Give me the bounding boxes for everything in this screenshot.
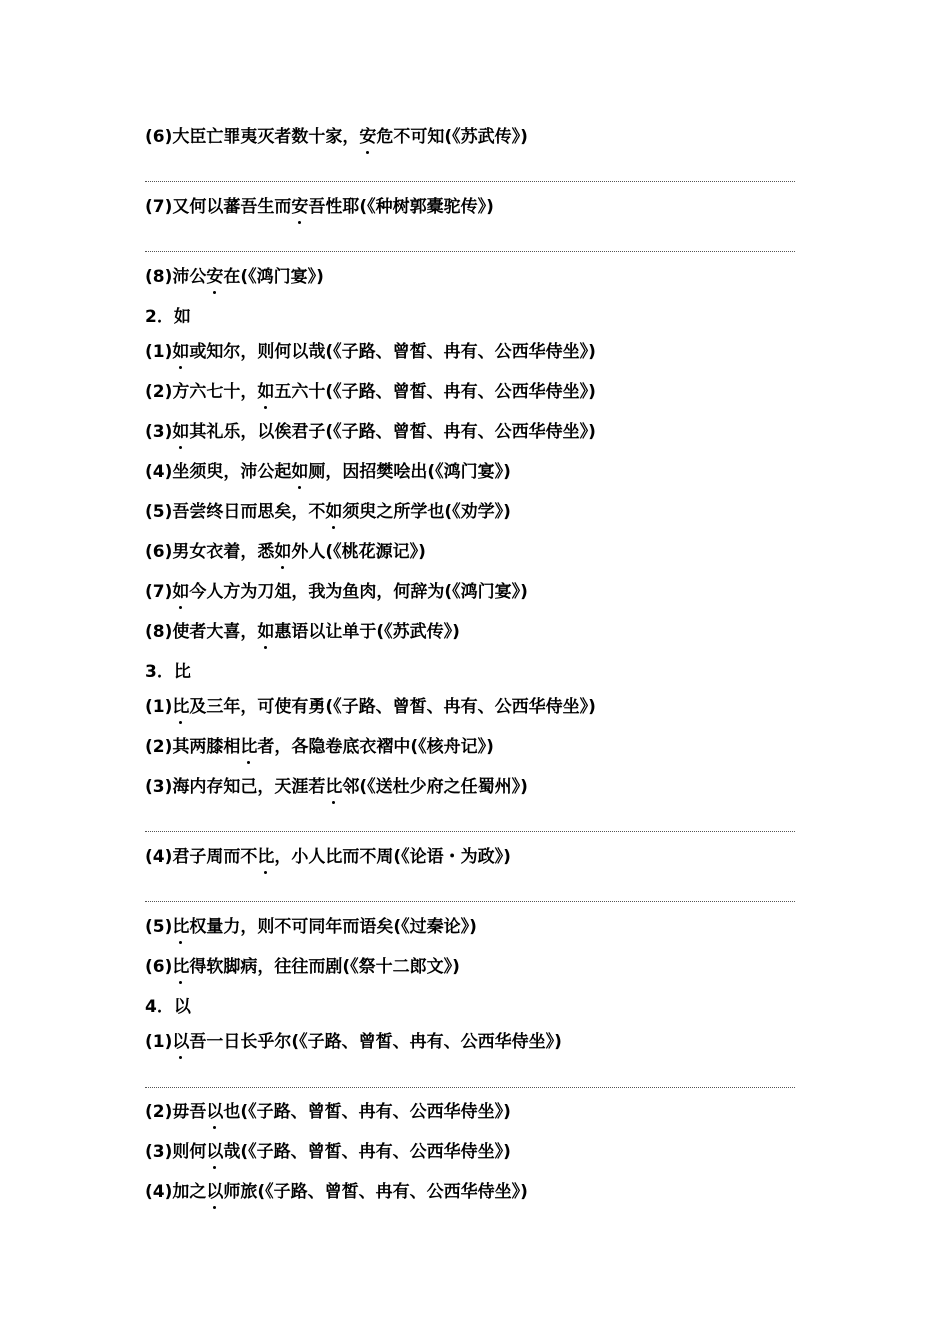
sentence-text: (4)君子周而不 xyxy=(145,847,258,867)
emphasized-character: 比 xyxy=(172,957,190,977)
sentence-an-7 xyxy=(145,196,805,218)
sentence-text: (3)则何 xyxy=(145,1142,207,1162)
emphasized-character: 以 xyxy=(206,1142,224,1162)
emphasized-character: 比 xyxy=(257,847,275,867)
sentence-text: 惠语以让单于(《苏武传》) xyxy=(274,622,460,642)
sentence-an-6 xyxy=(145,126,805,148)
sentence-ru-4 xyxy=(145,461,805,483)
sentence-text: 者，各隐卷底衣褶中(《核舟记》) xyxy=(257,737,494,757)
sentence-text: 厕，因招樊哙出(《鸿门宴》) xyxy=(308,462,511,482)
sentence-text: (6)男女衣着，悉 xyxy=(145,542,275,562)
sentence-text: (2)其两膝相 xyxy=(145,737,241,757)
answer-blank-line xyxy=(145,831,795,832)
emphasized-character: 如 xyxy=(172,422,190,442)
sentence-text: 邻(《送杜少府之任蜀州》) xyxy=(342,777,528,797)
answer-blank-line xyxy=(145,251,795,252)
sentence-yi-2 xyxy=(145,1101,805,1123)
emphasized-character: 如 xyxy=(274,542,292,562)
emphasized-character: 如 xyxy=(291,462,309,482)
sentence-text: (4)坐须臾，沛公起 xyxy=(145,462,292,482)
sentence-text: (3) xyxy=(145,422,173,442)
sentence-bi-3 xyxy=(145,776,805,798)
sentence-text: 或知尔，则何以哉(《子路、曾皙、冉有、公西华侍坐》) xyxy=(189,342,596,362)
sentence-ru-1 xyxy=(145,341,805,363)
emphasized-character: 以 xyxy=(206,1182,224,1202)
sentence-text: (5) xyxy=(145,917,173,937)
sentence-text: 哉(《子路、曾皙、冉有、公西华侍坐》) xyxy=(223,1142,511,1162)
section-heading-yi: 4．以 xyxy=(145,997,191,1017)
sentence-text: 在(《鸿门宴》) xyxy=(223,267,324,287)
sentence-bi-4 xyxy=(145,846,805,868)
sentence-text: 今人方为刀俎，我为鱼肉，何辞为(《鸿门宴》) xyxy=(189,582,528,602)
sentence-text: (4)加之 xyxy=(145,1182,207,1202)
emphasized-character: 如 xyxy=(257,622,275,642)
sentence-yi-4 xyxy=(145,1181,805,1203)
sentence-text: (5)吾尝终日而思矣，不 xyxy=(145,502,326,522)
sentence-ru-6 xyxy=(145,541,805,563)
sentence-text: (1) xyxy=(145,697,173,717)
sentence-bi-6 xyxy=(145,956,805,978)
sentence-text: (1) xyxy=(145,342,173,362)
emphasized-character: 如 xyxy=(257,382,275,402)
sentence-ru-5 xyxy=(145,501,805,523)
sentence-yi-3 xyxy=(145,1141,805,1163)
sentence-ru-8 xyxy=(145,621,805,643)
sentence-an-8 xyxy=(145,266,805,288)
sentence-text: 师旅(《子路、曾皙、冉有、公西华侍坐》) xyxy=(223,1182,528,1202)
emphasized-character: 比 xyxy=(325,777,343,797)
answer-blank-line xyxy=(145,901,795,902)
sentence-ru-3 xyxy=(145,421,805,443)
sentence-text: (6) xyxy=(145,957,173,977)
sentence-text: 吾性耶(《种树郭橐驼传》) xyxy=(308,197,494,217)
sentence-yi-1 xyxy=(145,1031,805,1053)
emphasized-character: 比 xyxy=(172,697,190,717)
emphasized-character: 以 xyxy=(206,1102,224,1122)
sentence-text: (2)毋吾 xyxy=(145,1102,207,1122)
sentence-text: 危不可知(《苏武传》) xyxy=(376,127,528,147)
emphasized-character: 安 xyxy=(206,267,224,287)
sentence-text: ，小人比而不周(《论语・为政》) xyxy=(274,847,511,867)
emphasized-character: 安 xyxy=(359,127,377,147)
sentence-text: (7)又何以蕃吾生而 xyxy=(145,197,292,217)
emphasized-character: 如 xyxy=(172,342,190,362)
sentence-text: 得软脚病，往往而剧(《祭十二郎文》) xyxy=(189,957,460,977)
sentence-text: (7) xyxy=(145,582,173,602)
emphasized-character: 如 xyxy=(172,582,190,602)
answer-blank-line xyxy=(145,1087,795,1088)
sentence-text: (6)大臣亡罪夷灭者数十家， xyxy=(145,127,360,147)
sentence-bi-5 xyxy=(145,916,805,938)
emphasized-character: 比 xyxy=(172,917,190,937)
section-heading-ru: 2．如 xyxy=(145,307,191,327)
emphasized-character: 比 xyxy=(240,737,258,757)
sentence-text: (8)使者大喜， xyxy=(145,622,258,642)
sentence-text: 外人(《桃花源记》) xyxy=(291,542,426,562)
emphasized-character: 安 xyxy=(291,197,309,217)
emphasized-character: 以 xyxy=(172,1032,190,1052)
sentence-text: 吾一日长乎尔(《子路、曾皙、冉有、公西华侍坐》) xyxy=(189,1032,562,1052)
sentence-ru-7 xyxy=(145,581,805,603)
sentence-text: (3)海内存知己，天涯若 xyxy=(145,777,326,797)
answer-blank-line xyxy=(145,181,795,182)
sentence-text: (1) xyxy=(145,1032,173,1052)
sentence-text: 也(《子路、曾皙、冉有、公西华侍坐》) xyxy=(223,1102,511,1122)
emphasized-character: 如 xyxy=(325,502,343,522)
sentence-text: 权量力，则不可同年而语矣(《过秦论》) xyxy=(189,917,477,937)
sentence-text: (2)方六七十， xyxy=(145,382,258,402)
sentence-text: 及三年，可使有勇(《子路、曾皙、冉有、公西华侍坐》) xyxy=(189,697,596,717)
sentence-text: (8)沛公 xyxy=(145,267,207,287)
sentence-bi-1 xyxy=(145,696,805,718)
sentence-ru-2 xyxy=(145,381,805,403)
sentence-text: 五六十(《子路、曾皙、冉有、公西华侍坐》) xyxy=(274,382,596,402)
section-heading-bi: 3．比 xyxy=(145,662,191,682)
sentence-text: 其礼乐，以俟君子(《子路、曾皙、冉有、公西华侍坐》) xyxy=(189,422,596,442)
sentence-text: 须臾之所学也(《劝学》) xyxy=(342,502,511,522)
sentence-bi-2 xyxy=(145,736,805,758)
